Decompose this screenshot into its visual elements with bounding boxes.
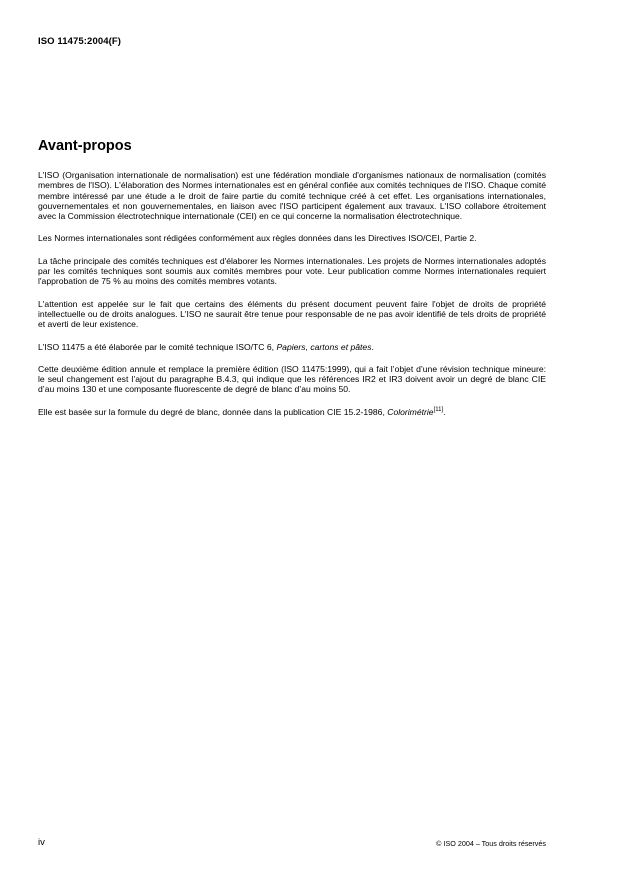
paragraph-prepared-by [38,342,546,352]
publication-title: Colorimétrie [387,406,434,417]
committee-title: Papiers, cartons et pâtes [276,341,372,352]
prepared-by-text: L'ISO 11475 a été élaborée par le comité technique ISO/TC 6, [38,341,277,352]
prepared-by-end: . [371,341,374,352]
paragraph-directives: Les Normes internationales sont rédigées conformément aux règles données dans les Directives ISO/CEI, Partie 2. [38,233,477,244]
document-id: ISO 11475:2004(F) [38,36,122,47]
copyright-notice: © ISO 2004 – Tous droits réservés [436,839,546,848]
paragraph-patent-rights: L'attention est appelée sur le fait que certains des éléments du présent document peuvent faire l'objet de droits de propriété intellectuelle ou de droits analogues. L'ISO ne saurait être tenue pour responsable de ne pas avoir identifié de tels droits de propriété et averti de leur existence. [38,298,546,330]
page-number: iv [38,837,45,848]
whiteness-formula-end: . [443,406,446,417]
paragraph-edition: Cette deuxième édition annule et remplace la première édition (ISO 11475:1999), qui a fait l’objet d’une révision technique mineure: le seul changement est l’ajout du paragraphe B.4.3, qui indique que les références IR2 et IR3 doivent avoir un degré de blanc CIE d’au moins 130 et une composante fluorescente de degré de blanc d’au moins 50. [38,363,546,395]
paragraph-whiteness-formula [38,407,546,417]
section-title: Avant-propos [38,138,132,154]
foreword-section [38,138,546,429]
paragraph-organisation: L'ISO (Organisation internationale de normalisation) est une fédération mondiale d'organismes nationaux de normalisation (comités membres de l'ISO). L'élaboration des Normes internationales est en général confiée aux comités techniques de l'ISO. Chaque comité membre intéressé par une étude a le droit de faire partie du comité technique créé à cet effet. Les organisations internationales, gouvernementales et non gouvernementales, en liaison avec l'ISO participent également aux travaux. L'ISO collabore étroitement avec la Commission électrotechnique internationale (CEI) en ce qui concerne la normalisation électrotechnique. [38,170,546,222]
reference-marker: [11] [433,406,444,413]
whiteness-formula-text: Elle est basée sur la formule du degré de blanc, donnée dans la publication CIE 15.2-1986, [38,406,388,417]
paragraph-technical-committees: La tâche principale des comités techniques est d'élaborer les Normes internationales. Les projets de Normes internationales adoptés par les comités techniques sont soumis aux comités membres pour vote. Leur publication comme Normes internationales requiert l'approbation de 75 % au moins des comités membres votants. [38,255,546,287]
